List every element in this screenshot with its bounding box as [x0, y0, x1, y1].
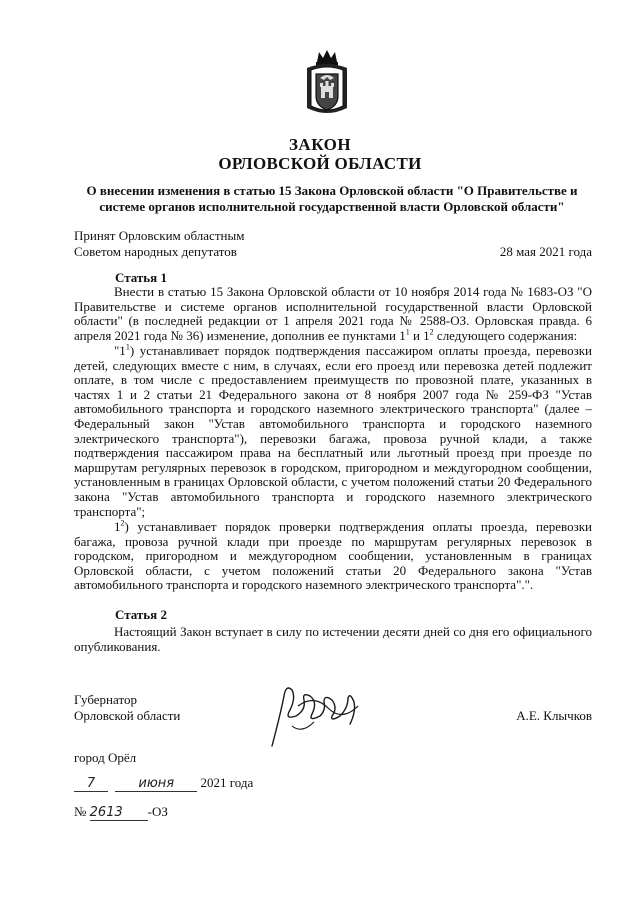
document-type-title: ЗАКОН [288, 135, 352, 154]
adoption-body [74, 228, 334, 260]
city: город Орёл [74, 750, 137, 765]
law-subject [70, 183, 594, 215]
adoption-date: 28 мая 2021 года [499, 244, 592, 259]
article-1-heading: Статья 1 [115, 270, 167, 285]
governor-line-1: Губернатор [74, 692, 137, 707]
number-value: 2613 [90, 805, 148, 821]
article-1-intro [74, 285, 592, 343]
article-1-point-1-1 [74, 344, 592, 519]
issuing-region-title: ОРЛОВСКОЙ ОБЛАСТИ [218, 154, 422, 173]
point-1-2-prefix: 1 [114, 519, 121, 534]
law-number [74, 804, 168, 821]
number-suffix: -ОЗ [147, 804, 168, 819]
point-1-1-prefix: "1 [114, 343, 126, 358]
governor-line-2: Орловской области [74, 708, 181, 723]
point-1-1-text: ) устанавливает порядок подтверждения пассажиром оплаты проезда, перевозки детей, следующих вместе с ним, в случаях, если его проезд или перевозка детей подлежит оплате, в том числе с предоставлением преимуществ по провозной плате, указанных в частях 1 и 2 статьи 21 Федерального закона от 8 ноября 2007 года № 259-ФЗ "Устав автомобильного транспорта и городского наземного электрического транспорта" (далее – Федеральный закон "Устав автомобильного транспорта и городского наземного электрического транспорта"), перевозки багажа, провоза ручной клади, а также подтверждения пассажиром права на бесплатный или льготный проезд при проезде по маршрутам регулярных перевозок в городском, пригородном и междугородном сообщении, установленным в границах Орловской области, с учетом положений статьи 20 Федерального закона "Устав автомобильного транспорта и городского наземного электрического транспорта"; [74, 343, 592, 519]
point-1-2-sup: 2 [120, 518, 125, 528]
article-1-point-1-2 [74, 520, 592, 593]
governor-name: А.Е. Клычков [516, 708, 592, 723]
number-sign: № [74, 804, 87, 819]
subject-line-1: О внесении изменения в статью 15 Закона Орловской области "О Правительстве и [86, 183, 578, 198]
article-2-heading: Статья 2 [115, 607, 167, 622]
subject-line-2: системе органов исполнительной государственной власти Орловской области" [99, 199, 565, 214]
handwritten-signature-icon [262, 676, 370, 756]
signing-year: 2021 года [200, 775, 254, 790]
coat-of-arms-icon [303, 48, 351, 120]
article-2-text: Настоящий Закон вступает в силу по истечении десяти дней со дня его официального опубликования. [74, 624, 592, 654]
point-1-2-text: ) устанавливает порядок проверки подтверждения оплаты проезда, перевозки багажа, провоза ручной клади при проезде по маршрутам регулярных перевозок в городском, пригородном и междугородном сообщении, установленным в границах Орловской области, с учетом положений статьи 20 Федерального закона "Устав автомобильного транспорта и городского наземного электрического транспорта".". [74, 519, 592, 593]
adoption-line-1: Принят Орловским областным [74, 228, 245, 243]
intro-text-b: и 1 [409, 327, 430, 343]
intro-sup-2: 2 [429, 327, 434, 337]
intro-sup-1: 1 [405, 327, 410, 337]
intro-text-c: следующего содержания: [433, 327, 578, 343]
signing-month: июня [115, 776, 197, 792]
signing-day: 7 [74, 776, 108, 792]
adoption-line-2: Советом народных депутатов [74, 244, 237, 259]
signing-date [74, 775, 253, 792]
point-1-1-sup: 1 [125, 342, 130, 352]
governor-title [74, 692, 180, 724]
intro-text-a: Внести в статью 15 Закона Орловской области от 10 ноября 2014 года № 1683-ОЗ "О Правительстве и системе органов исполнительной государственной власти Орловской области" (в последней редакции от 1 апреля 2021 года № 2588-ОЗ. Орловская правда. 6 апреля 2021 года № 36) изменение, дополнив ее пунктами 1 [74, 284, 592, 343]
